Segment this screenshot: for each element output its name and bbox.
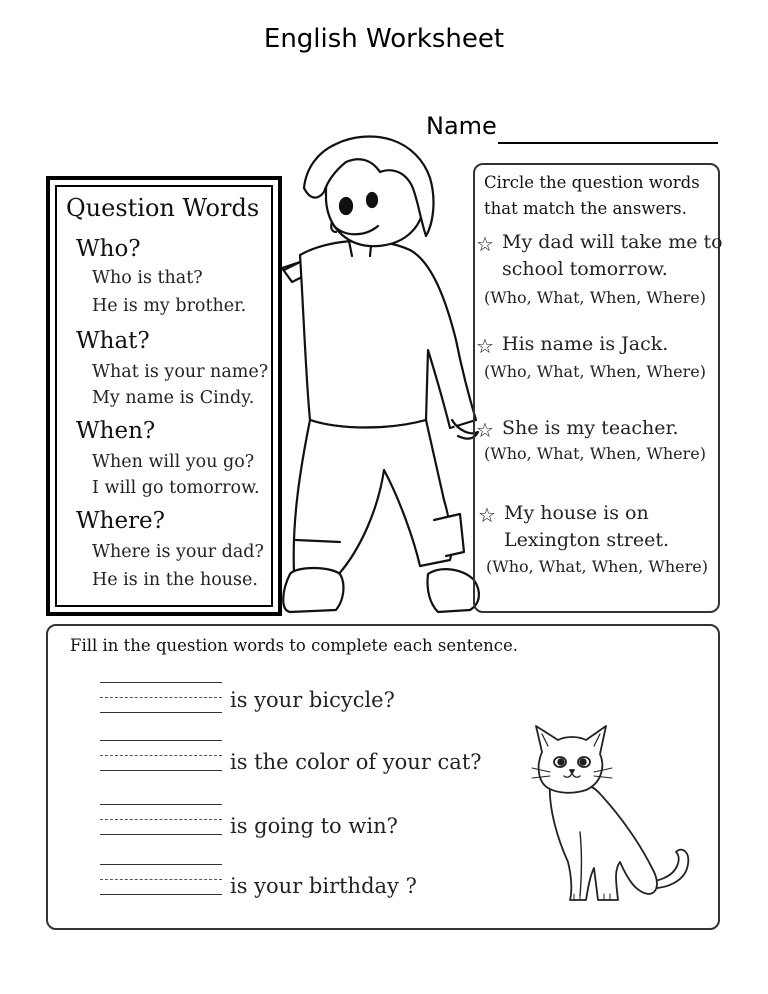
fill-sentence-3: is going to win? bbox=[230, 814, 398, 838]
qw-word-what: What? bbox=[76, 328, 150, 354]
write-blank[interactable] bbox=[100, 804, 222, 836]
fill-sentence-4: is your birthday ? bbox=[230, 874, 417, 898]
circle-item-1-line1: My dad will take me to bbox=[502, 231, 723, 253]
qw-answer-who: He is my brother. bbox=[92, 296, 247, 316]
circle-item-1-line2: school tomorrow. bbox=[502, 258, 668, 280]
question-words-title: Question Words bbox=[66, 194, 260, 222]
write-blank[interactable] bbox=[100, 682, 222, 714]
qw-word-when: When? bbox=[76, 418, 156, 444]
qw-answer-when: I will go tomorrow. bbox=[92, 478, 260, 498]
circle-item-3-options: (Who, What, When, Where) bbox=[484, 444, 706, 463]
circle-item-3-line1: She is my teacher. bbox=[502, 417, 679, 439]
qw-answer-what: My name is Cindy. bbox=[92, 388, 255, 408]
circle-item-1-options: (Who, What, When, Where) bbox=[484, 288, 706, 307]
worksheet-title: English Worksheet bbox=[263, 24, 505, 54]
qw-word-where: Where? bbox=[76, 508, 166, 534]
circle-instruction-line1: Circle the question words bbox=[484, 173, 700, 192]
qw-question-when: When will you go? bbox=[92, 452, 255, 472]
star-icon: ☆ bbox=[476, 418, 494, 442]
fill-sentence-1: is your bicycle? bbox=[230, 688, 395, 712]
circle-instructions bbox=[484, 170, 720, 222]
write-blank[interactable] bbox=[100, 864, 222, 896]
circle-item-4-options: (Who, What, When, Where) bbox=[486, 557, 708, 576]
star-icon: ☆ bbox=[476, 232, 494, 256]
circle-item-4-line2: Lexington street. bbox=[504, 529, 670, 551]
qw-word-who: Who? bbox=[76, 236, 141, 262]
fill-sentence-2: is the color of your cat? bbox=[230, 750, 482, 774]
qw-question-who: Who is that? bbox=[92, 268, 203, 288]
name-label: Name bbox=[426, 112, 497, 140]
cat-illustration bbox=[528, 712, 708, 912]
qw-question-what: What is your name? bbox=[92, 362, 269, 382]
qw-answer-where: He is in the house. bbox=[92, 570, 258, 590]
write-blank[interactable] bbox=[100, 740, 222, 772]
star-icon: ☆ bbox=[476, 334, 494, 358]
fill-in-instructions: Fill in the question words to complete each sentence. bbox=[70, 636, 519, 655]
circle-item-4-line1: My house is on bbox=[504, 502, 649, 524]
circle-item-2-line1: His name is Jack. bbox=[502, 333, 669, 355]
star-icon: ☆ bbox=[478, 503, 496, 527]
qw-question-where: Where is your dad? bbox=[92, 542, 264, 562]
circle-item-2-options: (Who, What, When, Where) bbox=[484, 362, 706, 381]
circle-instruction-line2: that match the answers. bbox=[484, 199, 687, 218]
